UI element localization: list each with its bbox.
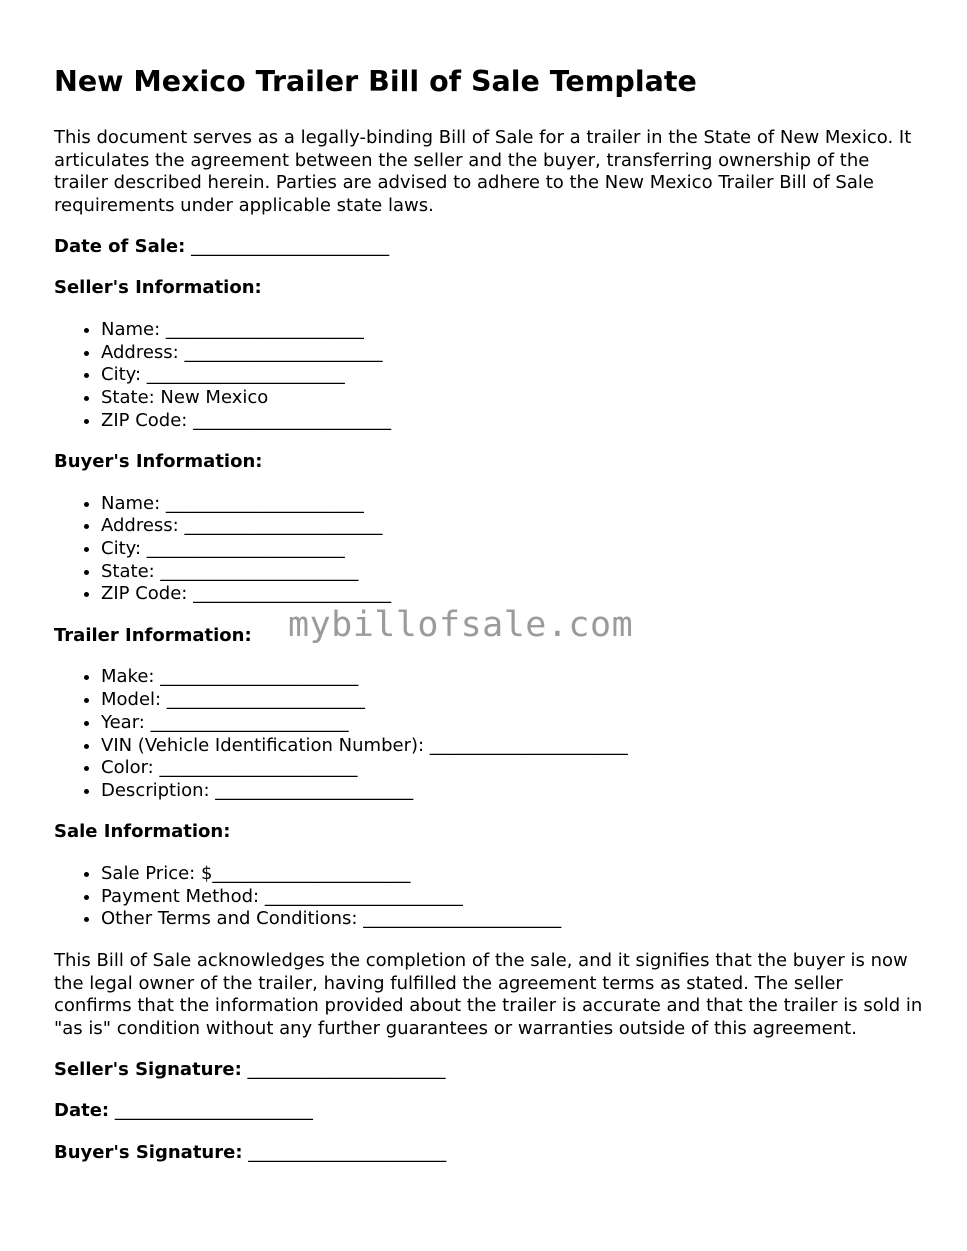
trailer-list	[54, 666, 924, 802]
seller-list	[54, 319, 924, 433]
seller-zip: • ZIP Code: ______________________	[101, 410, 924, 433]
payment-method: • Payment Method: ______________________	[101, 886, 924, 909]
sale-heading: Sale Information:	[54, 821, 231, 843]
trailer-heading: Trailer Information:	[54, 624, 252, 646]
sale-list	[54, 863, 924, 931]
signature-date-label: Date:	[54, 1100, 110, 1122]
closing-paragraph: This Bill of Sale acknowledges the completion of the sale, and it signifies that the buyer is now the legal owner of the trailer, having fulfilled the agreement terms as stated. The seller confirms that the information provided about the trailer is accurate and that the trailer is sold in "as is" condition without any further guarantees or warranties outside of this agreement.	[54, 949, 923, 1039]
date-of-sale-label: Date of Sale:	[54, 235, 186, 257]
signature-date-field	[54, 1100, 924, 1123]
seller-address: • Address: ______________________	[101, 342, 924, 365]
seller-signature-blank: ______________________	[247, 1058, 446, 1080]
seller-signature-field	[54, 1059, 924, 1082]
date-of-sale-field	[54, 236, 924, 259]
watermark: mybillofsale.com	[288, 605, 634, 645]
seller-state: • State: New Mexico	[101, 387, 924, 410]
buyer-zip: • ZIP Code: ______________________	[101, 583, 924, 606]
buyer-city: • City: ______________________	[101, 538, 924, 561]
trailer-model: • Model: ______________________	[101, 689, 924, 712]
trailer-description: • Description: ______________________	[101, 780, 924, 803]
seller-heading: Seller's Information:	[54, 277, 262, 299]
trailer-vin: • VIN (Vehicle Identification Number): ______________________	[101, 735, 924, 758]
buyer-signature-field	[54, 1142, 924, 1165]
seller-name: • Name: ______________________	[101, 319, 924, 342]
seller-city: • City: ______________________	[101, 364, 924, 387]
buyer-signature-blank: ______________________	[248, 1141, 447, 1163]
seller-signature-label: Seller's Signature:	[54, 1058, 242, 1080]
buyer-signature-label: Buyer's Signature:	[54, 1141, 243, 1163]
buyer-state: • State: ______________________	[101, 561, 924, 584]
sale-price: • Sale Price: $______________________	[101, 863, 924, 886]
other-terms: • Other Terms and Conditions: ______________________	[101, 908, 924, 931]
trailer-color: • Color: ______________________	[101, 757, 924, 780]
buyer-address: • Address: ______________________	[101, 515, 924, 538]
trailer-make: • Make: ______________________	[101, 666, 924, 689]
buyer-heading: Buyer's Information:	[54, 451, 263, 473]
intro-paragraph: This document serves as a legally-binding Bill of Sale for a trailer in the State of New Mexico. It articulates the agreement between the seller and the buyer, transferring ownership of the trailer described herein. Parties are advised to adhere to the New Mexico Trailer Bill of Sale requirements under applicable state laws.	[54, 127, 912, 217]
buyer-name: • Name: ______________________	[101, 493, 924, 516]
buyer-list	[54, 493, 924, 607]
date-of-sale-blank: ______________________	[191, 235, 390, 257]
signature-date-blank: ______________________	[114, 1100, 313, 1122]
trailer-year: • Year: ______________________	[101, 712, 924, 735]
page-title: New Mexico Trailer Bill of Sale Template	[54, 65, 697, 98]
